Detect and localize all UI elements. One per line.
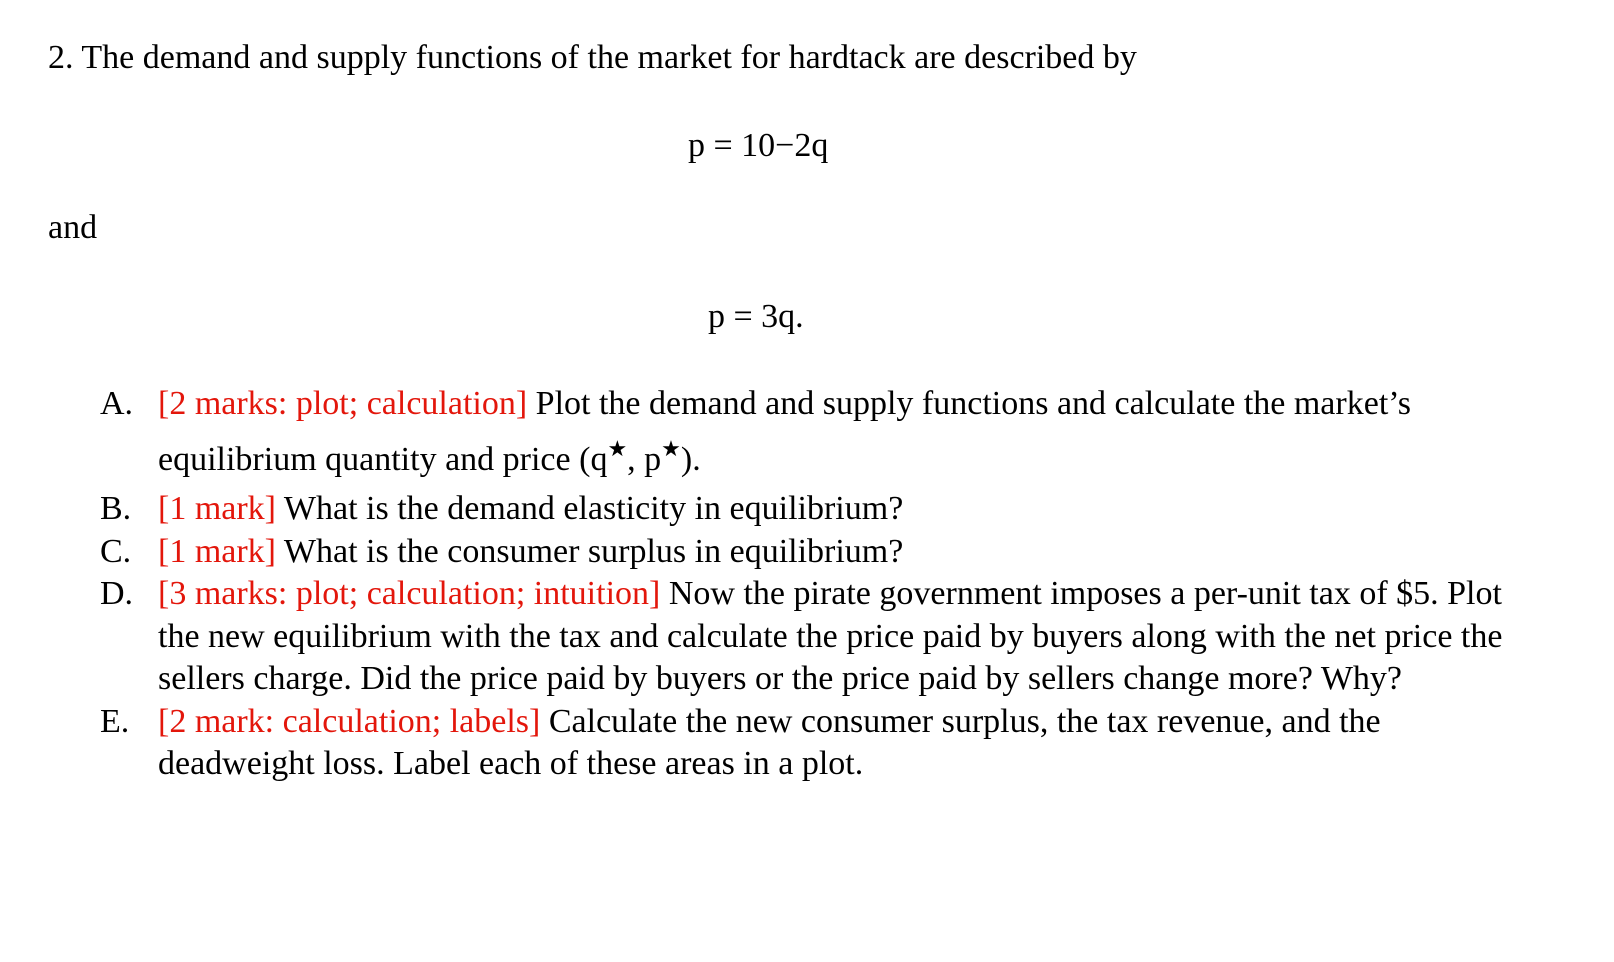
question-letter: B. (100, 490, 132, 527)
question-text-end: ). (680, 441, 701, 478)
question-list (100, 376, 1540, 786)
question-c (100, 531, 1540, 574)
question-letter: D. (100, 575, 134, 612)
question-letter: C. (100, 532, 132, 570)
supply-equation: p = 3q. (708, 298, 804, 335)
question-letter: E. (100, 702, 130, 740)
question-e (100, 701, 1540, 786)
question-letter: A. (100, 385, 134, 422)
marks-label: [3 marks: plot; calculation; intuition] (158, 575, 661, 612)
star-superscript: ★ (661, 436, 681, 461)
question-text-separator: , p (627, 441, 662, 478)
marks-label: [1 mark] (158, 532, 277, 570)
marks-label: [2 marks: plot; calculation] (158, 385, 528, 422)
question-b (100, 488, 1540, 531)
question-text: Plot the demand and supply functions and calculate the market’s equilibrium quantity and price (q (158, 385, 1411, 478)
star-superscript: ★ (607, 436, 628, 461)
connector-and: and (48, 209, 98, 246)
demand-equation: p = 10−2q (688, 127, 829, 164)
question-text: What is the consumer surplus in equilibrium? (276, 532, 904, 570)
question-d (100, 573, 1540, 701)
question-a (100, 376, 1540, 488)
problem-intro: 2. The demand and supply functions of the market for hardtack are described by (48, 39, 1137, 76)
question-text: Now the pirate government imposes a per-unit tax of $5. Plot the new equilibrium with the tax and calculate the price paid by buyers along with the net price the sellers charge. Did the price paid by buyers or the price paid by sellers change more? Why? (158, 575, 1503, 697)
question-text: What is the demand elasticity in equilibrium? (276, 490, 904, 527)
marks-label: [2 mark: calculation; labels] (158, 702, 541, 740)
marks-label: [1 mark] (158, 490, 277, 527)
question-text: Calculate the new consumer surplus, the tax revenue, and the deadweight loss. Label each of these areas in a plot. (158, 702, 1381, 782)
